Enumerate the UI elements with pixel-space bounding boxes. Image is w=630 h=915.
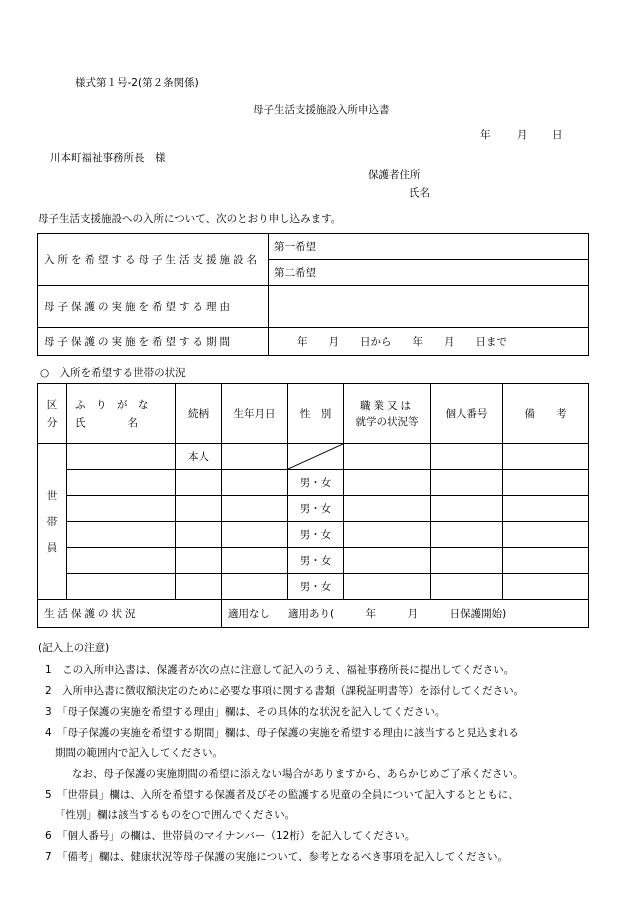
gender-option[interactable]: 男・女 — [288, 548, 344, 574]
header-furigana: ふ り が な — [75, 398, 149, 411]
table-row-name[interactable] — [67, 496, 176, 522]
note-item: 4 「母子保護の実施を希望する期間」欄は、母子保護の実施を希望する理由に該当すると見込まれる — [45, 727, 519, 739]
table-row-name[interactable] — [67, 444, 176, 470]
welfare-field[interactable] — [222, 600, 589, 628]
gender-option[interactable]: 男・女 — [288, 496, 344, 522]
header-remarks: 備 考 — [503, 384, 589, 444]
section2-heading: ○ 入所を希望する世帯の状況 — [40, 367, 186, 379]
birthdate-cell[interactable] — [222, 496, 288, 522]
remarks-cell[interactable] — [503, 574, 589, 600]
header-name — [67, 384, 176, 444]
facility-request-table — [37, 233, 589, 356]
gender-option[interactable]: 男・女 — [288, 522, 344, 548]
first-choice-field[interactable] — [269, 234, 589, 260]
second-choice-field[interactable] — [269, 260, 589, 286]
table-row-name[interactable] — [67, 470, 176, 496]
date-year: 年 — [480, 129, 491, 141]
header-personal-number: 個人番号 — [431, 384, 503, 444]
period-field[interactable] — [269, 328, 589, 356]
occupation-cell[interactable] — [344, 470, 431, 496]
header-birthdate: 生年月日 — [222, 384, 288, 444]
reason-label: 母子保護の実施を希望する理由 — [38, 286, 269, 328]
remarks-cell[interactable] — [503, 522, 589, 548]
note-item: 2 入所申込書に徴収額決定のために必要な事項に関する書類（課税証明書等）を添付してください。 — [45, 685, 525, 697]
welfare-none: 適用なし — [228, 608, 270, 620]
table-row-name[interactable] — [67, 574, 176, 600]
household-label: 世帯員 — [38, 444, 67, 600]
welfare-label: 生活保護の状況 — [38, 600, 222, 628]
remarks-cell[interactable] — [503, 470, 589, 496]
note-item: 3 「母子保護の実施を希望する理由」欄は、その具体的な状況を記入してください。 — [45, 706, 446, 718]
relation-cell[interactable] — [176, 574, 222, 600]
gender-cell-slashed — [288, 444, 344, 470]
form-number: 様式第１号-2(第２条関係) — [75, 77, 199, 89]
occupation-cell[interactable] — [344, 574, 431, 600]
diagonal-line — [288, 444, 343, 469]
remarks-cell[interactable] — [503, 496, 589, 522]
personal-number-cell[interactable] — [431, 574, 503, 600]
birthdate-cell[interactable] — [222, 574, 288, 600]
note-item: 6 「個人番号」の欄は、世帯員のマイナンバー（12桁）を記入してください。 — [45, 830, 416, 842]
occupation-cell[interactable] — [344, 496, 431, 522]
header-name-text: 氏 名 — [75, 416, 138, 429]
gender-option[interactable]: 男・女 — [288, 470, 344, 496]
personal-number-cell[interactable] — [431, 470, 503, 496]
birthdate-cell[interactable] — [222, 548, 288, 574]
occupation-cell[interactable] — [344, 522, 431, 548]
occupation-cell[interactable] — [344, 548, 431, 574]
header-category: 区分 — [38, 384, 67, 444]
header-occupation: 職業又は 就学の状況等 — [344, 384, 431, 444]
remarks-cell[interactable] — [503, 548, 589, 574]
relation-cell[interactable] — [176, 548, 222, 574]
second-choice-label: 第二希望 — [274, 267, 316, 279]
period-label: 母子保護の実施を希望する期間 — [38, 328, 269, 356]
birthdate-cell[interactable] — [222, 522, 288, 548]
notes-heading: (記入上の注意) — [38, 642, 110, 654]
note-item: 「性別」欄は該当するものを○で囲んでください。 — [55, 809, 296, 821]
reason-field[interactable] — [269, 286, 589, 328]
facility-label: 入所を希望する母子生活支援施設名 — [38, 234, 269, 286]
page-title: 母子生活支援施設入所申込書 — [253, 104, 390, 116]
welfare-applied: 適用あり( 年 月 日保護開始) — [288, 608, 507, 620]
note-item: 7 「備考」欄は、健康状況等母子保護の実施について、参考となるべき事項を記入してください。 — [45, 851, 509, 863]
birthdate-cell[interactable] — [222, 444, 288, 470]
period-value: 年 月 日から 年 月 日まで — [297, 336, 507, 348]
intro-text: 母子生活支援施設への入所について、次のとおり申し込みます。 — [38, 213, 342, 225]
date-day: 日 — [552, 129, 563, 141]
relation-cell[interactable] — [176, 522, 222, 548]
guardian-address-label: 保護者住所 — [368, 169, 421, 181]
personal-number-cell[interactable] — [431, 496, 503, 522]
guardian-name-label: 氏名 — [409, 187, 430, 199]
household-table — [37, 383, 589, 628]
note-item: 5 「世帯員」欄は、入所を希望する保護者及びその監護する児童の全員について記入するとともに、 — [45, 789, 519, 801]
personal-number-cell[interactable] — [431, 522, 503, 548]
header-relation: 続柄 — [176, 384, 222, 444]
table-row-name[interactable] — [67, 548, 176, 574]
first-choice-label: 第一希望 — [274, 241, 316, 253]
remarks-cell[interactable] — [503, 444, 589, 470]
note-item: 期間の範囲内で記入してください。 — [55, 747, 223, 759]
note-item: なお、母子保護の実施期間の希望に添えない場合がありますから、あらかじめご了承ください。 — [72, 768, 524, 780]
table-row-name[interactable] — [67, 522, 176, 548]
gender-option[interactable]: 男・女 — [288, 574, 344, 600]
relation-cell[interactable] — [176, 496, 222, 522]
relation-cell[interactable] — [176, 470, 222, 496]
occupation-cell[interactable] — [344, 444, 431, 470]
relation-self: 本人 — [176, 444, 222, 470]
personal-number-cell[interactable] — [431, 548, 503, 574]
personal-number-cell[interactable] — [431, 444, 503, 470]
addressee: 川本町福祉事務所長 様 — [50, 152, 166, 164]
birthdate-cell[interactable] — [222, 470, 288, 496]
note-item: 1 この入所申込書は、保護者が次の点に注意して記入のうえ、福祉事務所長に提出してください。 — [45, 664, 515, 676]
date-month: 月 — [517, 129, 528, 141]
header-gender: 性 別 — [288, 384, 344, 444]
